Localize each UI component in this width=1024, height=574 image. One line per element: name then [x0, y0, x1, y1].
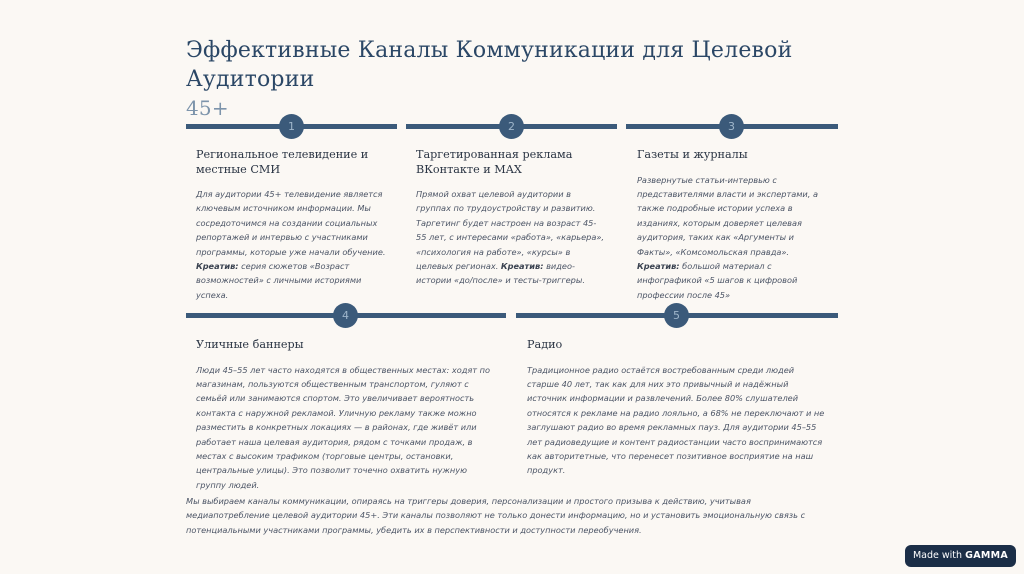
step-marker-5: 5	[664, 303, 689, 328]
creative-label: Креатив:	[500, 261, 544, 272]
card-text	[416, 187, 606, 288]
card-text: Традиционное радио остаётся востребованным среди людей старше 40 лет, так как для них это привычный и надёжный источник информации и развлечений. Более 80% слушателей относятся к рекламе на радио лояльно, а 68% не переключают и не заглушают радио во время рекламных пауз. Для аудитории 45–55 лет радиоведущие и контент радиостанции часто воспринимаются как авторитетные, что перенесет позитивное восприятие на наш продукт.	[527, 364, 825, 476]
creative-label: Креатив:	[196, 261, 239, 272]
card-description: Прямой охват целевой аудитории в группах по трудоустройству и развитию. Таргетинг будет настроен на возраст 45-55 лет, с интересами «работа», «карьера», «психология на работе», «курсы» в целевых регионах.	[416, 189, 605, 272]
channel-card-targeting	[416, 148, 606, 288]
channel-card-radio	[527, 338, 827, 478]
badge-prefix: Made with	[912, 550, 963, 561]
card-heading: Газеты и журналы	[637, 148, 748, 161]
channel-card-banners	[196, 338, 496, 492]
card-heading: Радио	[527, 338, 563, 351]
creative-label: Креатив:	[637, 260, 680, 271]
channel-card-press	[637, 148, 827, 302]
card-text	[196, 187, 386, 302]
card-heading: Региональное телевидение и местные СМИ	[196, 148, 369, 176]
creative-text: видео-истории «до/после» и тесты-триггеры.	[416, 261, 585, 286]
step-marker-1: 1	[279, 114, 304, 139]
step-marker-3: 3	[719, 114, 744, 139]
card-heading: Уличные баннеры	[196, 338, 304, 351]
channel-card-tv	[196, 148, 386, 302]
made-with-gamma-badge[interactable]	[905, 545, 1016, 567]
card-description: Для аудитории 45+ телевидение является ключевым источником информации. Мы сосредоточимся на создании социальных репортажей и интервью с участниками программы, которые уже начали обучение.	[196, 189, 386, 257]
card-heading: Таргетированная реклама ВКонтакте и MAX	[416, 148, 573, 176]
summary-text: Мы выбираем каналы коммуникации, опираясь на триггеры доверия, персонализации и простого призыва к действию, учитывая медиапотребление целевой аудитории 45+. Эти каналы позволяют не только донести информацию, но и установить эмоциональную связь с потенциальными участниками программы, убедить их в перспективности и доступности переобучения.	[186, 496, 806, 535]
title-subtitle: 45+	[186, 96, 229, 120]
card-description: Развернутые статьи-интервью с представителями власти и экспертами, а также подробные истории успеха в изданиях, которым доверяет целевая аудитория, таких как «Аргументы и Факты», «Комсомольская правда».	[637, 174, 818, 257]
title-main: Эффективные Каналы Коммуникации для Целевой Аудитории	[186, 38, 793, 92]
card-text	[637, 173, 827, 303]
gamma-logo: GAMMA	[965, 550, 1009, 561]
page-title	[186, 36, 886, 123]
card-text: Люди 45–55 лет часто находятся в общественных местах: ходят по магазинам, пользуются общественным транспортом, гуляют с семьёй или занимаются спортом. Это увеличивает вероятность контакта с наружной рекламой. Уличную рекламу также можно разместить в конкретных локациях — в районах, где живёт или работает наша целевая аудитория, рядом с точками продаж, в местах с высоким трафиком (торговые центры, остановки, центральные улицы). Это позволит точечно охватить нужную группу людей.	[196, 364, 491, 490]
step-marker-2: 2	[499, 114, 524, 139]
creative-text: большой материал с инфографикой «5 шагов к цифровой профессии после 45»	[637, 260, 798, 300]
creative-text: серия сюжетов «Возраст возможностей» с личными историями успеха.	[196, 261, 362, 300]
step-marker-4: 4	[333, 303, 358, 328]
